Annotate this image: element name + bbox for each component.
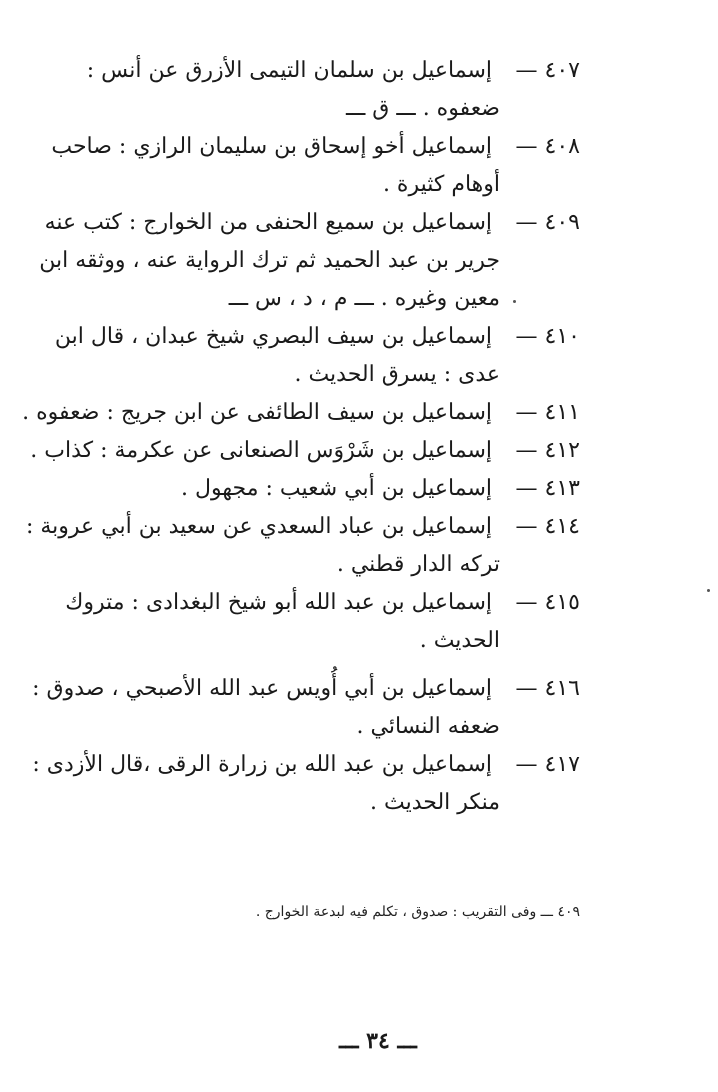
entry-410 [50,318,580,394]
entry-number: ٤١٤ — [515,514,580,539]
page-number: ـــ ٣٤ ـــ [339,1028,417,1054]
entry-number: ٤١٣ — [515,476,580,501]
entry-line: إسماعيل بن عبد الله أبو شيخ البغدادى : متروك [65,590,492,615]
entry-line: إسماعيل بن عباد السعدي عن سعيد بن أبي عروبة : [25,514,492,539]
entry-409 [39,204,580,318]
entries-list [22,52,580,822]
entry-number: ٤٠٧ — [515,58,580,83]
print-speck [707,589,710,592]
entry-411 [22,394,580,432]
print-speck [513,300,516,303]
entry-number: ٤١١ — [515,400,580,425]
entry-line: الحديث . [419,628,500,653]
entry-413 [50,470,580,508]
entry-line: ضعفوه . ـــ ق ـــ [345,96,500,121]
entry-number: ٤١٦ — [515,676,580,701]
entry-408 [50,128,580,204]
entry-line: معين وغيره . ـــ م ، د ، س ـــ [228,286,500,311]
entry-number: ٤١٥ — [515,590,580,615]
entry-line: عدى : يسرق الحديث . [294,362,500,387]
entry-line: منكر الحديث . [370,790,500,815]
footnote: ٤٠٩ ـــ وفى التقريب : صدوق ، تكلم فيه لبدعة الخوارج . [255,904,580,920]
entry-417 [32,746,580,822]
entry-line: إسماعيل بن عبد الله بن زرارة الرقى ،قال الأزدى : [32,752,492,777]
entry-line: إسماعيل بن أبي أُويس عبد الله الأصبحي ، صدوق : [32,676,492,701]
entry-line: إسماعيل بن سميع الحنفى من الخوارج : كتب عنه [44,210,492,235]
entry-number: ٤١٠ — [515,324,580,349]
entry-number: ٤١٢ — [515,438,580,463]
entry-line: إسماعيل بن أبي شعيب : مجهول . [181,476,492,501]
entry-line: ضعفه النسائي . [356,714,500,739]
entry-line: أوهام كثيرة . [382,172,500,197]
entry-number: ٤١٧ — [515,752,580,777]
entry-line: إسماعيل بن سلمان التيمى الأزرق عن أنس : [86,58,492,83]
entry-line: إسماعيل أخو إسحاق بن سليمان الرازي : صاحب [51,134,492,159]
entry-line: إسماعيل بن شَرْوَس الصنعانى عن عكرمة : كذاب . [30,438,492,463]
entry-416 [32,670,580,746]
entry-line: تركه الدار قطني . [336,552,500,577]
entry-line: جرير بن عبد الحميد ثم ترك الرواية عنه ، ووثقه ابن [39,248,500,273]
entry-407 [50,52,580,128]
entry-414 [25,508,580,584]
entry-415 [50,584,580,660]
entry-412 [30,432,580,470]
entry-line: إسماعيل بن سيف الطائفى عن ابن جريج : ضعفوه . [22,400,492,425]
entry-line: إسماعيل بن سيف البصري شيخ عبدان ، قال ابن [54,324,492,349]
entry-number: ٤٠٩ — [515,210,580,235]
entry-number: ٤٠٨ — [515,134,580,159]
